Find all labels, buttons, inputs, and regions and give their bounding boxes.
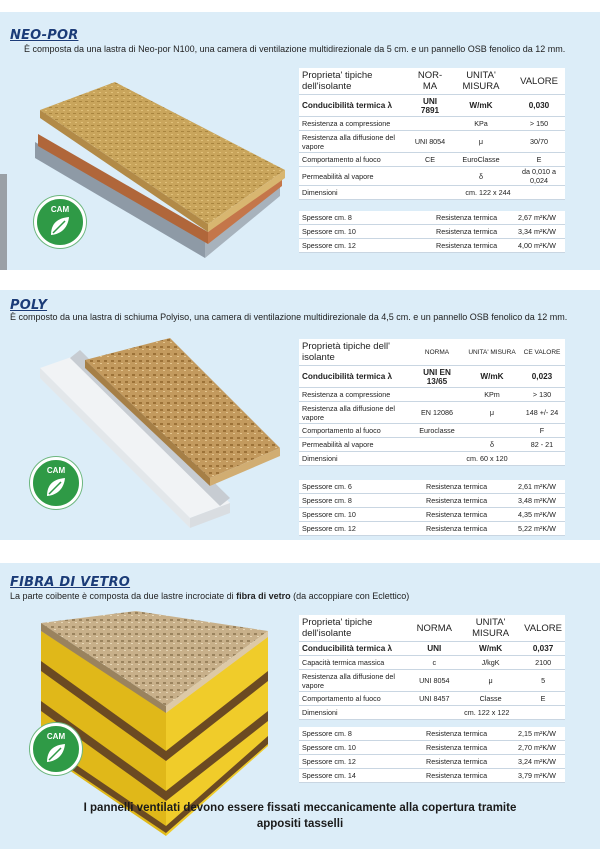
- cell: Spessore cm. 8: [299, 211, 433, 225]
- cell: Resistenza termica: [433, 239, 515, 253]
- cell: Conducibilità termica λ: [299, 642, 409, 656]
- cell: Dimensioni: [299, 706, 409, 720]
- cell: Spessore cm. 10: [299, 508, 423, 522]
- cell: Permeabilità al vapore: [299, 438, 409, 452]
- cell: [465, 424, 519, 438]
- thickness-table: [299, 211, 565, 253]
- header-norm: NOR-MA: [411, 68, 449, 95]
- cell: Spessore cm. 12: [299, 755, 423, 769]
- cell: J/kgK: [460, 656, 521, 670]
- footer-line: appositi tasselli: [256, 818, 344, 830]
- cell: Comportamento al fuoco: [299, 153, 411, 167]
- cell: UNI 8457: [409, 692, 461, 706]
- cell: 4,35 m²K/W: [515, 508, 565, 522]
- cell: 5: [521, 670, 565, 692]
- cell: UNI 7891: [411, 95, 449, 117]
- thickness-table: [299, 480, 565, 536]
- cell: Resistenza termica: [423, 727, 515, 741]
- header-norm: NORMA: [409, 339, 465, 366]
- section-title: NEO-POR: [10, 28, 79, 43]
- cell: [411, 167, 449, 186]
- cell: Conducibilità termica λ: [299, 95, 411, 117]
- leaf-icon: [44, 742, 68, 764]
- cell: KPm: [465, 388, 519, 402]
- cam-badge: [30, 457, 82, 509]
- cell: Spessore cm. 14: [299, 769, 423, 783]
- cam-label: CAM: [46, 466, 66, 475]
- cell: 4,00 m²K/W: [515, 239, 565, 253]
- cell: Spessore cm. 10: [299, 741, 423, 755]
- cell: Comportamento al fuoco: [299, 692, 409, 706]
- desc-bold: fibra di vetro: [236, 591, 291, 601]
- cell: 0,037: [521, 642, 565, 656]
- cell: Resistenza termica: [423, 769, 515, 783]
- cell: cm. 122 x 122: [409, 706, 565, 720]
- properties-table: [299, 68, 565, 200]
- properties-table: [299, 615, 565, 720]
- cell: Euroclasse: [409, 424, 465, 438]
- cell: 3,48 m²K/W: [515, 494, 565, 508]
- cell: 0,023: [519, 366, 565, 388]
- header-value: VALORE: [521, 615, 565, 642]
- desc-text: (da accoppiare con Eclettico): [290, 591, 410, 601]
- cell: 3,79 m²K/W: [515, 769, 565, 783]
- thickness-table: [299, 727, 565, 783]
- header-property: Proprieta' tipiche dell'isolante: [299, 68, 411, 95]
- footer-note: [0, 800, 600, 832]
- cell: UNI 8054: [409, 670, 461, 692]
- cell: 148 +/- 24: [519, 402, 565, 424]
- cell: Resistenza termica: [433, 211, 515, 225]
- cell: Resistenza termica: [423, 508, 515, 522]
- cell: Resistenza termica: [423, 741, 515, 755]
- cell: cm. 122 x 244: [411, 186, 565, 200]
- cell: 30/70: [513, 131, 565, 153]
- cam-badge: [34, 196, 86, 248]
- cell: 2,61 m²K/W: [515, 480, 565, 494]
- cell: cm. 60 x 120: [409, 452, 565, 466]
- cell: δ: [465, 438, 519, 452]
- cell: W/mK: [449, 95, 513, 117]
- cell: Conducibilità termica λ: [299, 366, 409, 388]
- cell: c: [409, 656, 461, 670]
- cell: 0,030: [513, 95, 565, 117]
- cell: EuroClasse: [449, 153, 513, 167]
- section-poly: [0, 290, 600, 540]
- cell: Resistenza a compressione: [299, 388, 409, 402]
- cell: KPa: [449, 117, 513, 131]
- header-unit: UNITA' MISURA: [465, 339, 519, 366]
- cam-label: CAM: [50, 205, 70, 214]
- cell: Resistenza a compressione: [299, 117, 411, 131]
- leaf-icon: [44, 476, 68, 498]
- cell: Spessore cm. 12: [299, 239, 433, 253]
- desc-text: La parte coibente è composta da due lastre incrociate di: [10, 591, 237, 601]
- cell: μ: [465, 402, 519, 424]
- cell: E: [513, 153, 565, 167]
- cell: Dimensioni: [299, 186, 411, 200]
- header-value: VALORE: [513, 68, 565, 95]
- cell: [409, 438, 465, 452]
- cell: 2,67 m²K/W: [515, 211, 565, 225]
- header-property: Proprieta' tipiche dell'isolante: [299, 615, 409, 642]
- cell: Permeabilità al vapore: [299, 167, 411, 186]
- cell: 2100: [521, 656, 565, 670]
- cell: 2,15 m²K/W: [515, 727, 565, 741]
- cell: 3,34 m²K/W: [515, 225, 565, 239]
- cell: 2,70 m²K/W: [515, 741, 565, 755]
- cell: Dimensioni: [299, 452, 409, 466]
- section-title: FIBRA DI VETRO: [10, 575, 131, 590]
- cell: > 130: [519, 388, 565, 402]
- cell: Resistenza termica: [423, 755, 515, 769]
- cell: Resistenza termica: [433, 225, 515, 239]
- cell: Spessore cm. 6: [299, 480, 423, 494]
- cell: CE: [411, 153, 449, 167]
- cell: Classe: [460, 692, 521, 706]
- cell: > 150: [513, 117, 565, 131]
- cell: 3,24 m²K/W: [515, 755, 565, 769]
- cam-badge: [30, 723, 82, 775]
- cell: Comportamento al fuoco: [299, 424, 409, 438]
- cell: Spessore cm. 8: [299, 494, 423, 508]
- cell: [411, 117, 449, 131]
- cell: Resistenza alla diffusione del vapore: [299, 402, 409, 424]
- cell: Resistenza termica: [423, 494, 515, 508]
- cell: UNI 8054: [411, 131, 449, 153]
- section-title: POLY: [10, 298, 48, 313]
- header-property: Proprietà tipiche dell' isolante: [299, 339, 409, 366]
- cell: W/mK: [465, 366, 519, 388]
- cell: E: [521, 692, 565, 706]
- header-norm: NORMA: [409, 615, 461, 642]
- section-description: È composto da una lastra di schiuma Polyiso, una camera di ventilazione multidirezionale da 4,5 cm. e un pannello OSB fenolico da 12 mm.: [10, 312, 568, 322]
- cell: Capacità termica massica: [299, 656, 409, 670]
- section-description: È composta da una lastra di Neo-por N100, una camera di ventilazione multidirezionale da 5 cm. e un pannello OSB fenolico da 12 mm.: [24, 44, 566, 54]
- header-value: CE VALORE: [519, 339, 565, 366]
- cell: Spessore cm. 10: [299, 225, 433, 239]
- cam-label: CAM: [46, 732, 66, 741]
- cell: 82 - 21: [519, 438, 565, 452]
- footer-line: I pannelli ventilati devono essere fissati meccanicamente alla copertura tramite: [83, 802, 517, 814]
- cell: μ: [460, 670, 521, 692]
- cell: Spessore cm. 8: [299, 727, 423, 741]
- cell: Resistenza alla diffusione del vapore: [299, 131, 411, 153]
- cell: Resistenza alla diffusione del vapore: [299, 670, 409, 692]
- cell: Resistenza termica: [423, 522, 515, 536]
- cell: δ: [449, 167, 513, 186]
- side-bar: [0, 174, 7, 270]
- section-description: [10, 591, 585, 603]
- header-unit: UNITA' MISURA: [449, 68, 513, 95]
- section-neopor: [0, 12, 600, 270]
- cell: [409, 388, 465, 402]
- cell: EN 12086: [409, 402, 465, 424]
- cell: 5,22 m²K/W: [515, 522, 565, 536]
- header-unit: UNITA' MISURA: [460, 615, 521, 642]
- cell: UNI: [409, 642, 461, 656]
- cell: W/mK: [460, 642, 521, 656]
- cell: Spessore cm. 12: [299, 522, 423, 536]
- poly-panel-image: [40, 338, 290, 528]
- cell: Resistenza termica: [423, 480, 515, 494]
- cell: μ: [449, 131, 513, 153]
- cell: UNI EN 13/65: [409, 366, 465, 388]
- cell: da 0,010 a 0,024: [513, 167, 565, 186]
- properties-table: [299, 339, 565, 466]
- cell: F: [519, 424, 565, 438]
- leaf-icon: [48, 215, 72, 237]
